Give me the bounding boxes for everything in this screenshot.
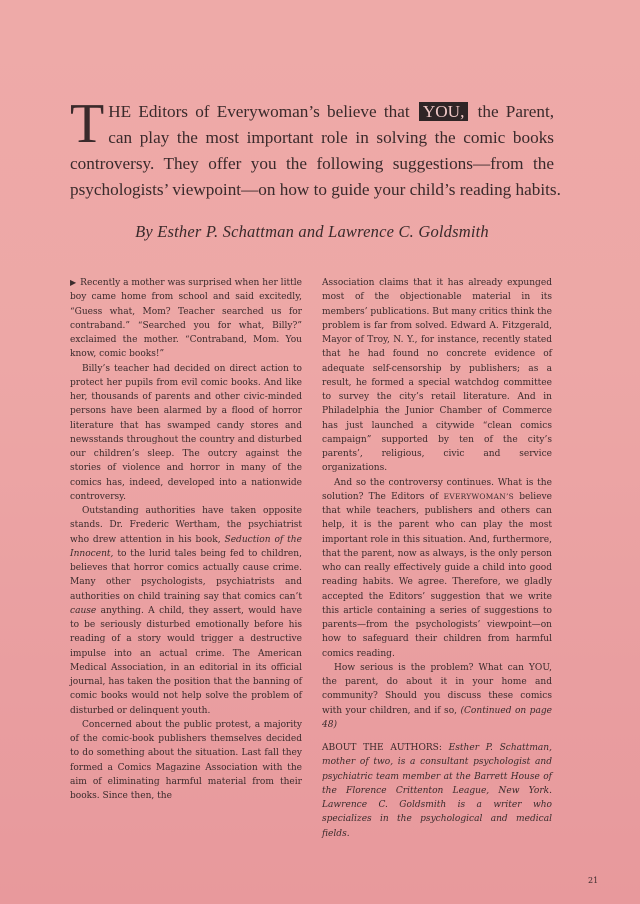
byline: By Esther P. Schattman and Lawrence C. Goldsmith [135,222,489,241]
paragraph: ▶ Recently a mother was surprised when her little boy came home from school and said excitedly, “Guess what, Mom? Teacher searched us for contraband.” “Searched you for what, Billy?” exclaimed the mother. “Contraband, Mom. You know, comic books!” [70,278,302,360]
intro-line-4: psychologists’ viewpoint—on how to guide your child’s reading habits. [70,180,561,199]
intro-line-1: HE Editors of Everywoman’s believe that YOU, the Parent, [108,102,555,121]
paragraph: Billy’s teacher had decided on direct action to protect her pupils from evil comic books. And like her, thousands of parents and other civic-minded persons have been alarmed by a flood of horror literature that has swamped candy stores and newsstands throughout the country and disturbed our children’s sleep. The outcry against the stories of violence and horror in many of the comics has, indeed, developed into a nationwide controversy. [70,363,302,502]
paragraph: Outstanding authorities have taken opposite stands. Dr. Frederic Wertham, the psychiatrist who drew attention in his book, Seduction of the Innocent, to the lurid tales being fed to children, believes that horror comics actually cause crime. Many other psychologists, psychiatrists and authorities on child training say that comics can’t cause anything. A child, they assert, would have to be seriously disturbed emotionally before his reading of a story would trigger a destructive impulse into an actual crime. The American Medical Association, in an editorial in its official journal, has taken the position that the banning of comic books would not help solve the problem of disturbed or delinquent youth. [70,506,302,716]
paragraph: How serious is the problem? What can YOU, the parent, do about it in your home and community? Should you discuss these comics with your children, and if so, (Continued on page 48) [322,662,552,730]
intro-paragraph [70,93,561,203]
article-column-right [322,276,552,841]
about-the-authors: ABOUT THE AUTHORS: Esther P. Schattman, mother of two, is a consultant psychologist and psychiatric team member at the Barrett House of the Florence Crittenton League, New York. Lawrence C. Goldsmith is a writer who specializes in the psychological and medical fields. [322,743,552,839]
drop-cap: T [70,93,105,155]
page-number: 21 [588,876,599,885]
intro-line-3: controversy. They offer you the following suggestions—from the [70,154,554,173]
continued-note: (Continued on page 48) [322,705,552,730]
magazine-name: EVERYWOMAN’S [443,491,515,501]
triangle-bullet-icon: ▶ [70,278,77,287]
you-highlight: YOU, [419,102,469,121]
paragraph: And so the controversy continues. What is the solution? The Editors of EVERYWOMAN’S believe that while teachers, publishers and others can help, it is the parent who can play the most important role in this situation. And, furthermore, that the parent, now as always, is the only person who can really effectively guide a child into good reading habits. We agree. Therefore, we gladly accepted the Editors’ suggestion that we write this article containing a series of suggestions to parents—from the psychologists’ viewpoint—on how to safeguard their children from harmful comics reading. [322,477,552,659]
book-title: Seduction of the Innocent, [70,534,302,559]
paragraph: Concerned about the public protest, a majority of the comic-book publishers themselves decided to do something about the situation. Last fall they formed a Comics Magazine Association with the aim of eliminating harmful material from their books. Since then, the [70,719,302,801]
article-column-left [70,276,302,803]
intro-line-2: can play the most important role in solving the comic books [108,128,554,147]
paragraph: Association claims that it has already expunged most of the objectionable material in its members’ publications. But many critics think the problem is far from solved. Edward A. Fitzgerald, Mayor of Troy, N. Y., for instance, recently stated that he had found no concrete evidence of adequate self-censorship by publishers; as a result, he formed a special watchdog committee to survey the city’s retail literature. And in Philadelphia the Junior Chamber of Commerce has just launched a citywide “clean comics campaign” supported by ten of the city’s parents’, religious, civic and service organizations. [322,278,552,474]
